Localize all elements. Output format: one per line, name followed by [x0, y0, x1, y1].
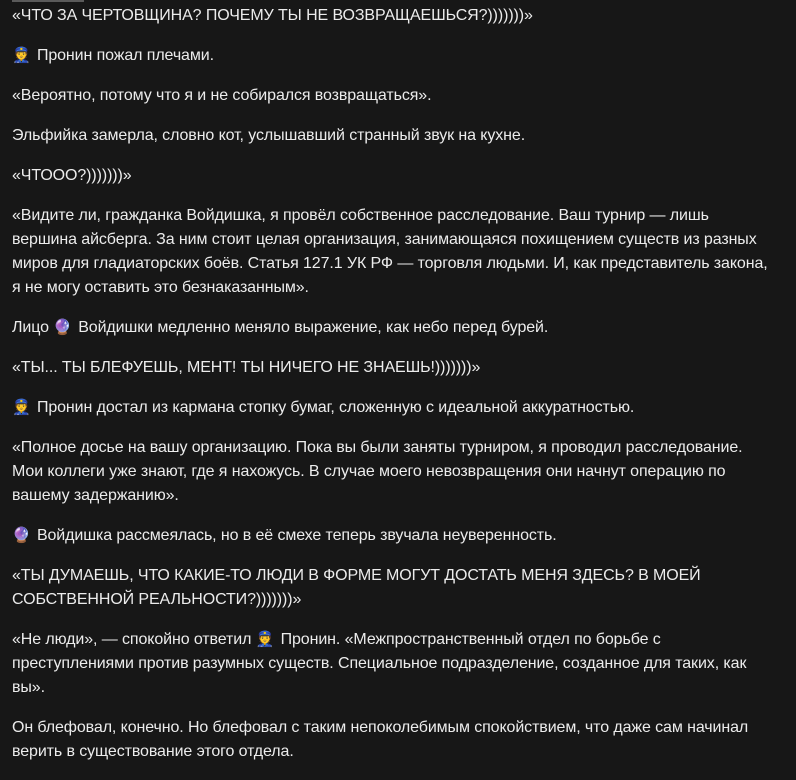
paragraph-7-text-after: Войдишки медленно меняло выражение, как небо перед бурей.: [78, 319, 549, 336]
crystal-ball-emoji-icon: 🔮: [53, 318, 72, 336]
paragraph-7: [12, 316, 772, 340]
paragraph-3: [12, 84, 772, 108]
police-officer-emoji-icon: 👮: [12, 398, 31, 416]
paragraph-3-text: «Вероятно, потому что я и не собирался возвращаться».: [12, 87, 432, 104]
paragraph-2: [12, 44, 772, 68]
paragraph-11-text: Войдишка рассмеялась, но в её смехе теперь звучала неуверенность.: [36, 527, 557, 544]
paragraph-14: [12, 716, 772, 764]
paragraph-14-text: Он блефовал, конечно. Но блефовал с таким непоколебимым спокойствием, что даже сам начинал верить в существование этого отдела.: [12, 719, 749, 760]
paragraph-1: [12, 4, 772, 28]
paragraph-5-text: «ЧТООО?)))))))»: [12, 167, 132, 184]
story-text: [12, 4, 772, 780]
paragraph-13: [12, 628, 772, 700]
paragraph-9: [12, 396, 772, 420]
paragraph-8: [12, 356, 772, 380]
paragraph-5: [12, 164, 772, 188]
crystal-ball-emoji-icon: 🔮: [12, 526, 31, 544]
paragraph-13-text-after: Пронин. «Межпространственный отдел по борьбе с преступлениями против разумных существ. Специальное подразделение, созданное для таких, как вы».: [12, 631, 747, 696]
paragraph-7-text-before: Лицо: [12, 319, 49, 336]
paragraph-13-text-before: «Не люди», — спокойно ответил: [12, 631, 252, 648]
paragraph-12-text: «ТЫ ДУМАЕШЬ, ЧТО КАКИЕ-ТО ЛЮДИ В ФОРМЕ МОГУТ ДОСТАТЬ МЕНЯ ЗДЕСЬ? В МОЕЙ СОБСТВЕННОЙ РЕАЛЬНОСТИ?)))))))»: [12, 567, 701, 608]
paragraph-2-text: Пронин пожал плечами.: [36, 47, 214, 64]
top-divider: [12, 0, 84, 2]
paragraph-6-text: «Видите ли, гражданка Войдишка, я провёл собственное расследование. Ваш турнир — лишь вершина айсберга. За ним стоит целая организация, занимающаяся похищением существ из разных миров для гладиаторских боёв. Статья 127.1 УК РФ — торговля людьми. И, как представитель закона, я не могу оставить это безнаказанным».: [12, 207, 768, 296]
police-officer-emoji-icon: 👮: [255, 630, 275, 648]
paragraph-10-text: «Полное досье на вашу организацию. Пока вы были заняты турниром, я проводил расследование. Мои коллеги уже знают, где я нахожусь. В случае моего невозвращения они начнут операцию по вашему задержанию».: [12, 439, 743, 504]
paragraph-8-text: «ТЫ... ТЫ БЛЕФУЕШЬ, МЕНТ! ТЫ НИЧЕГО НЕ ЗНАЕШЬ!)))))))»: [12, 359, 481, 376]
paragraph-1-text: «ЧТО ЗА ЧЕРТОВЩИНА? ПОЧЕМУ ТЫ НЕ ВОЗВРАЩАЕШЬСЯ?)))))))»: [12, 7, 533, 24]
paragraph-4-text: Эльфийка замерла, словно кот, услышавший странный звук на кухне.: [12, 127, 526, 144]
police-officer-emoji-icon: 👮: [12, 46, 31, 64]
paragraph-6: [12, 204, 772, 300]
paragraph-11: [12, 524, 772, 548]
paragraph-9-text: Пронин достал из кармана стопку бумаг, сложенную с идеальной аккуратностью.: [36, 399, 635, 416]
paragraph-4: [12, 124, 772, 148]
paragraph-12: [12, 564, 772, 612]
paragraph-10: [12, 436, 772, 508]
